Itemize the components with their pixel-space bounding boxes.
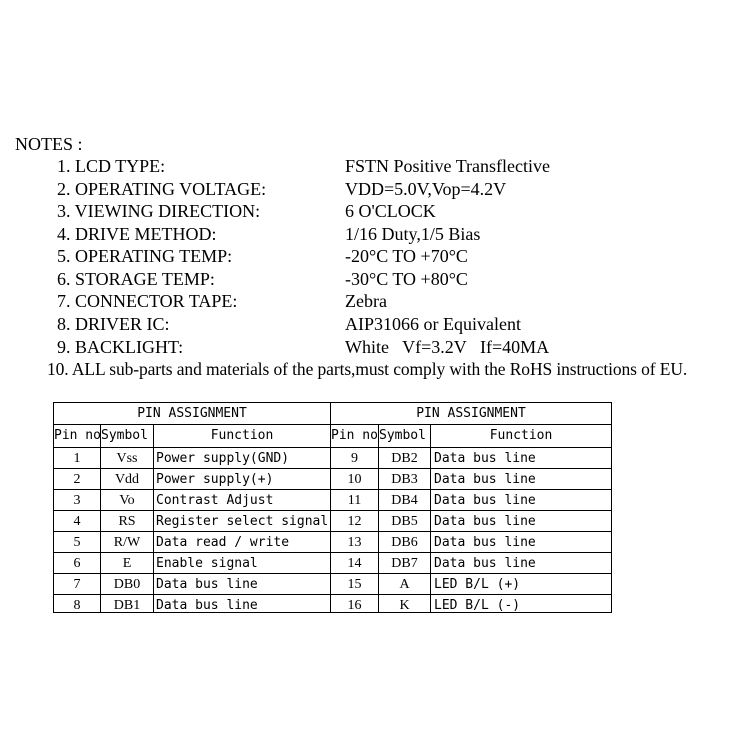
pin-function: Enable signal	[156, 556, 258, 571]
note-value: VDD=5.0V,Vop=4.2V	[345, 179, 507, 199]
col-header-function: Function	[210, 428, 274, 443]
note-text: 10. ALL sub-parts and materials of the parts,must comply with the RoHS instructions of EU.	[47, 359, 688, 379]
note-value: 1/16 Duty,1/5 Bias	[345, 224, 481, 244]
note-value: AIP31066 or Equivalent	[345, 314, 521, 334]
table-rule	[430, 424, 431, 612]
note-label: 9. BACKLIGHT:	[57, 337, 184, 357]
pin-number: 2	[73, 472, 81, 487]
pin-function: Data bus line	[434, 556, 536, 571]
note-label: 3. VIEWING DIRECTION:	[57, 201, 261, 221]
note-value: -30°C TO +80°C	[345, 269, 468, 289]
pin-number: 5	[73, 535, 81, 550]
note-label: 8. DRIVER IC:	[57, 314, 170, 334]
pin-number: 14	[347, 556, 362, 571]
pin-symbol: K	[399, 598, 410, 613]
note-label: 2. OPERATING VOLTAGE:	[57, 179, 267, 199]
note-label: 4. DRIVE METHOD:	[57, 224, 217, 244]
pin-number: 8	[73, 598, 81, 613]
note-label: 1. LCD TYPE:	[57, 156, 166, 176]
pin-number: 7	[73, 577, 81, 592]
pin-symbol: R/W	[113, 535, 141, 550]
pin-symbol: DB4	[391, 493, 418, 508]
pin-symbol: DB1	[113, 598, 141, 613]
pin-symbol: DB7	[391, 556, 418, 571]
pin-function: Data bus line	[434, 451, 536, 466]
note-label: 5. OPERATING TEMP:	[57, 246, 233, 266]
pin-number: 12	[347, 514, 362, 529]
pin-function: LED B/L (-)	[434, 598, 521, 613]
pin-function: Data bus line	[434, 514, 536, 529]
note-value: FSTN Positive Transflective	[345, 156, 551, 176]
pin-number: 3	[73, 493, 81, 508]
pin-number: 9	[351, 451, 358, 466]
table-rule	[153, 424, 154, 612]
pin-number: 16	[347, 598, 362, 613]
pin-function: Power supply(GND)	[156, 451, 290, 466]
pin-function: Data bus line	[434, 535, 536, 550]
notes-heading: NOTES :	[15, 134, 83, 154]
pin-table-title: PIN ASSIGNMENT	[137, 406, 247, 421]
pin-number: 4	[73, 514, 81, 529]
pin-function: Data bus line	[434, 493, 536, 508]
col-header-pin: Pin no	[54, 428, 101, 443]
pin-table-title: PIN ASSIGNMENT	[416, 406, 526, 421]
pin-symbol: Vss	[116, 451, 138, 466]
pin-symbol: DB0	[113, 577, 141, 592]
pin-symbol: DB5	[391, 514, 418, 529]
pin-number: 10	[347, 472, 362, 487]
pin-symbol: Vdd	[114, 472, 140, 487]
pin-function: Power supply(+)	[156, 472, 274, 487]
pin-function: Data bus line	[156, 577, 258, 592]
pin-number: 13	[347, 535, 362, 550]
pin-function: Register select signal	[156, 514, 329, 529]
pin-assignment-table	[53, 402, 612, 613]
pin-symbol: Vo	[119, 493, 135, 508]
pin-number: 1	[73, 451, 81, 466]
pin-number: 6	[73, 556, 81, 571]
pin-number: 15	[347, 577, 362, 592]
pin-symbol: DB6	[391, 535, 418, 550]
pin-function: Data read / write	[156, 535, 290, 550]
pin-symbol: E	[122, 556, 132, 571]
note-value: White Vf=3.2V If=40MA	[345, 337, 550, 357]
pin-function: Data bus line	[156, 598, 258, 613]
pin-function: Contrast Adjust	[156, 493, 274, 508]
pin-symbol: RS	[118, 514, 136, 529]
pin-function: LED B/L (+)	[434, 577, 521, 592]
pin-number: 11	[347, 493, 362, 508]
col-header-pin: Pin no	[331, 428, 378, 443]
note-label: 6. STORAGE TEMP:	[57, 269, 215, 289]
pin-symbol: A	[399, 577, 410, 592]
note-value: Zebra	[345, 291, 387, 311]
note-label: 7. CONNECTOR TAPE:	[57, 291, 238, 311]
note-value: 6 O'CLOCK	[345, 201, 436, 221]
col-header-function: Function	[489, 428, 553, 443]
pin-symbol: DB3	[391, 472, 418, 487]
note-value: -20°C TO +70°C	[345, 246, 468, 266]
pin-symbol: DB2	[391, 451, 418, 466]
pin-function: Data bus line	[434, 472, 536, 487]
col-header-symbol: Symbol	[101, 428, 148, 443]
col-header-symbol: Symbol	[379, 428, 426, 443]
